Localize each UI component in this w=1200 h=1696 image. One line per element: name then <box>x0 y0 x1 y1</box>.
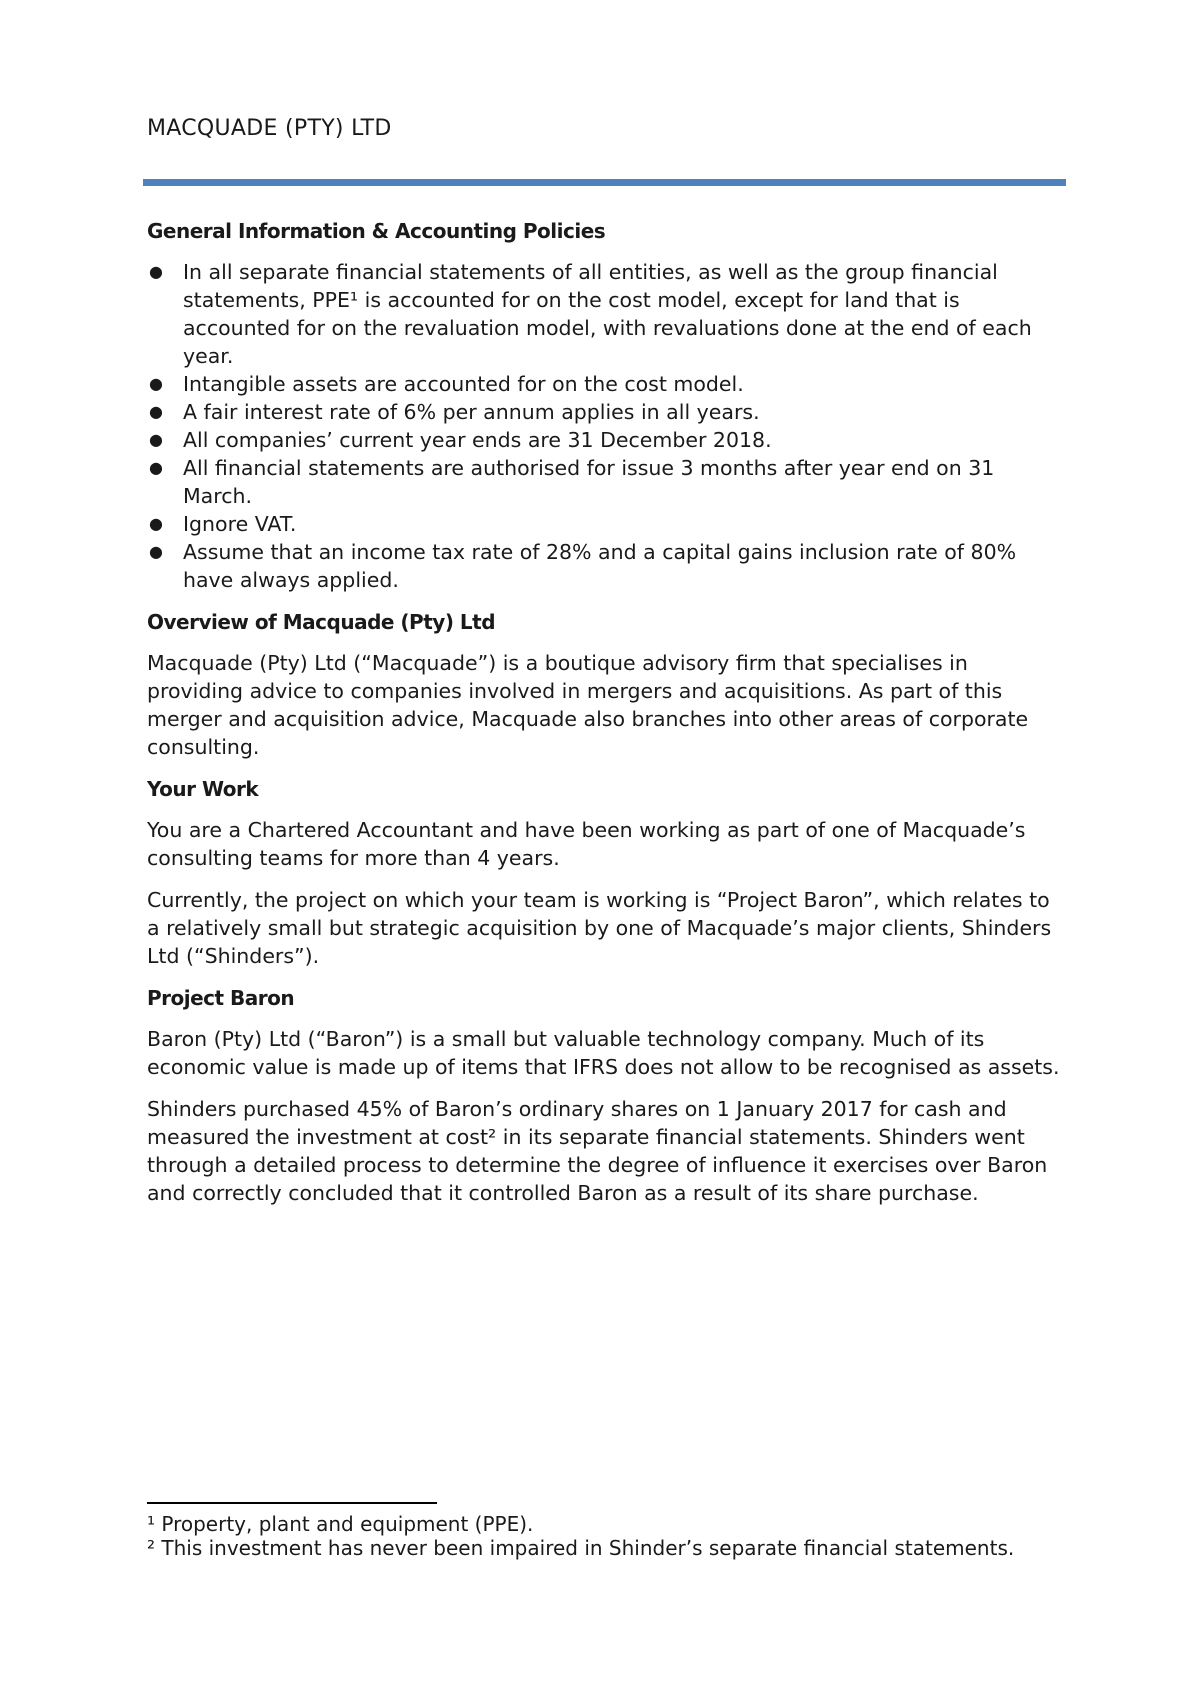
section-heading-overview: Overview of Macquade (Pty) Ltd <box>147 610 496 634</box>
document-title: MACQUADE (PTY) LTD <box>147 116 392 141</box>
work-paragraph: Currently, the project on which your team is working is “Project Baron”, which relates to a relatively small but strategic acquisition by one of Macquade’s major clients, Shinders Ltd (“Shinders”). <box>147 888 1052 968</box>
bullet-dot-icon: ● <box>149 374 163 393</box>
list-item: ● A fair interest rate of 6% per annum applies in all years. <box>149 400 760 424</box>
footnotes <box>147 1512 1097 1560</box>
list-item: ● In all separate financial statements of all entities, as well as the group financial statements, PPE¹ is accounted for on the cost model, except for land that is accounted for on the revaluation model, with revaluations done at the end of each year. <box>149 260 1032 368</box>
footnote-1: ¹ Property, plant and equipment (PPE). <box>147 1512 534 1536</box>
header-divider <box>143 179 1066 186</box>
section-heading-work: Your Work <box>147 777 259 801</box>
baron-paragraph: Shinders purchased 45% of Baron’s ordinary shares on 1 January 2017 for cash and measured the investment at cost² in its separate financial statements. Shinders went through a detailed process to determine the degree of influence it exercises over Baron and correctly concluded that it controlled Baron as a result of its share purchase. <box>147 1097 1048 1205</box>
bullet-dot-icon: ● <box>149 514 163 533</box>
list-item: ● All financial statements are authorised for issue 3 months after year end on 31 March. <box>149 456 995 508</box>
overview-paragraph: Macquade (Pty) Ltd (“Macquade”) is a boutique advisory firm that specialises in providing advice to companies involved in mergers and acquisitions. As part of this merger and acquisition advice, Macquade also branches into other areas of corporate consulting. <box>147 651 1029 759</box>
work-paragraph: You are a Chartered Accountant and have been working as part of one of Macquade’s consulting teams for more than 4 years. <box>147 818 1026 870</box>
document-body <box>147 217 1067 1221</box>
section-heading-policies: General Information & Accounting Policies <box>147 219 606 243</box>
list-item: ● All companies’ current year ends are 31 December 2018. <box>149 428 772 452</box>
bullet-dot-icon: ● <box>149 402 163 421</box>
bullet-dot-icon: ● <box>149 458 163 477</box>
list-item: ● Assume that an income tax rate of 28% and a capital gains inclusion rate of 80% have always applied. <box>149 540 1017 592</box>
bullet-dot-icon: ● <box>149 262 163 281</box>
list-item: ● Intangible assets are accounted for on the cost model. <box>149 372 744 396</box>
bullet-dot-icon: ● <box>149 430 163 449</box>
policies-list <box>147 258 1067 594</box>
section-heading-baron: Project Baron <box>147 986 295 1010</box>
bullet-dot-icon: ● <box>149 542 163 561</box>
baron-paragraph: Baron (Pty) Ltd (“Baron”) is a small but valuable technology company. Much of its economic value is made up of items that IFRS does not allow to be recognised as assets. <box>147 1027 1060 1079</box>
list-item: ● Ignore VAT. <box>149 512 297 536</box>
footnote-2: ² This investment has never been impaired in Shinder’s separate financial statements. <box>147 1536 1015 1560</box>
footnote-separator <box>147 1502 437 1504</box>
